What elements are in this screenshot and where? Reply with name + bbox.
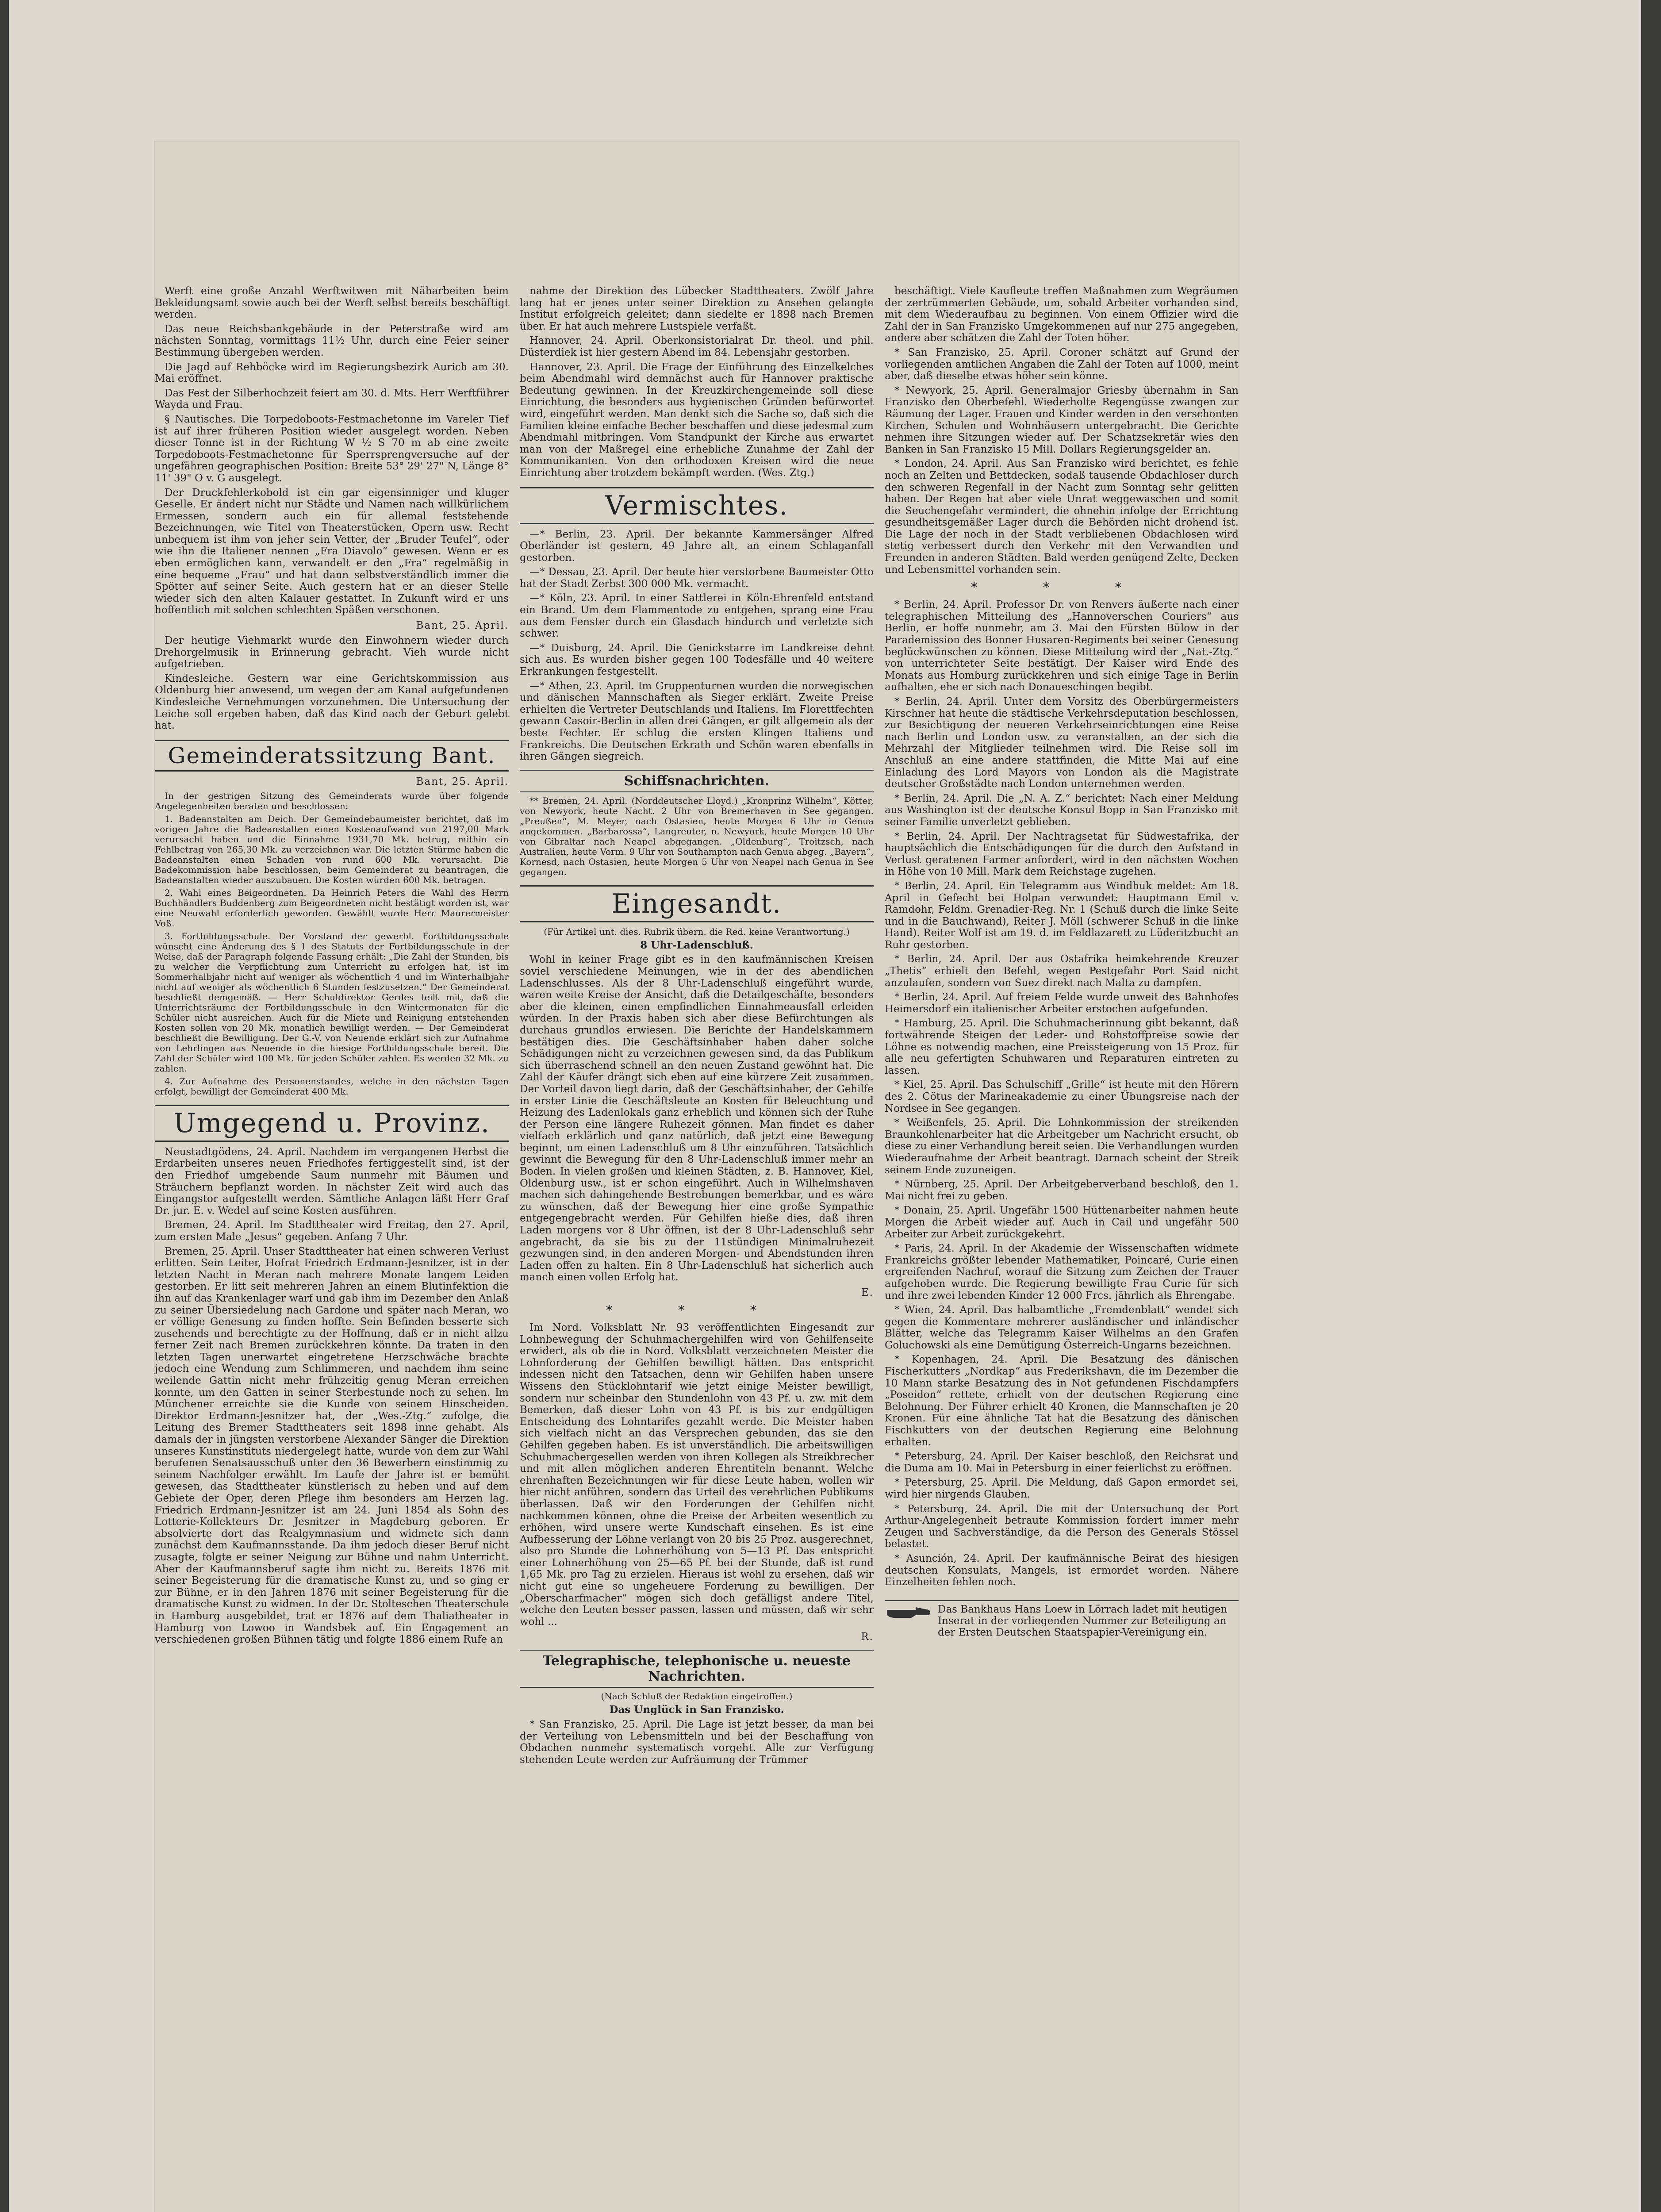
paragraph: * Berlin, 24. April. Ein Telegramm aus Windhuk meldet: Am 18. April in Gefecht bei Holpan verwundet: Hauptmann Emil v. Ramdohr, Feldm. Grenadier-Reg. Nr. 1 (Schuß durch die linke Seite und in die Bauchwand), Reiter J. Möll (schwerer Schuß in die linke Hand). Reiter Wolf ist am 19. d. im Feldlazarett zu Lüderitzbucht an Ruhr gestorben. — [885, 880, 1239, 951]
paragraph: Hannover, 24. April. Oberkonsistorialrat Dr. theol. und phil. Düsterdiek ist hier gestern Abend im 84. Lebensjahr gestorben. — [520, 335, 874, 358]
paragraph: Der heutige Viehmarkt wurde den Einwohnern wieder durch Drehorgelmusik in Erinnerung gebracht. Vieh wurde nicht aufgetrieben. — [155, 635, 509, 670]
section-heading: Gemeinderatssitzung Bant. — [155, 740, 509, 772]
signature: R. — [861, 1631, 874, 1643]
paragraph: —* Köln, 23. April. In einer Sattlerei in Köln-Ehrenfeld entstand ein Brand. Um dem Flammentode zu entgehen, sprang eine Frau aus dem Fenster durch ein Glasdach hindurch und verletzte sich schwer. — [520, 592, 874, 640]
paragraph: beschäftigt. Viele Kaufleute treffen Maßnahmen zum Wegräumen der zertrümmerten Gebäude, um, sobald Arbeiter vorhanden sind, mit dem Wiederaufbau zu beginnen. Von einem Offizier wird die Zahl der in San Franzisko Umgekommenen auf nur 275 angegeben, andere aber schätzen die Zahl der Toten höher. — [885, 285, 1239, 344]
column-2 — [520, 285, 874, 1768]
paragraph: Neustadtgödens, 24. April. Nachdem im vergangenen Herbst die Erdarbeiten unseres neuen Friedhofes fertiggestellt sind, ist der den Friedhof umgebende Saum nunmehr mit Bäumen und Sträuchern bepflanzt worden. In nächster Zeit wird auch das Eingangstor aufgestellt werden. Sämtliche Anlagen läßt Herr Graf Dr. jur. E. v. Wedel auf seine Kosten ausführen. — [155, 1146, 509, 1217]
paragraph: * Berlin, 24. April. Die „N. A. Z.“ berichtet: Nach einer Meldung aus Washington ist der deutsche Konsul Bopp in San Franzisko mit seiner Familie unverletzt geblieben. — [885, 792, 1239, 828]
paragraph: 2. Wahl eines Beigeordneten. Da Heinrich Peters die Wahl des Herrn Buchhändlers Buddenberg zum Beigeordneten nicht bestätigt worden ist, war eine Neuwahl erforderlich geworden. Gewählt wurde Herr Maurermeister Voß. — [155, 887, 509, 929]
paragraph: * San Franzisko, 25. April. Die Lage ist jetzt besser, da man bei der Verteilung von Lebensmitteln und bei der Beschaffung von Obdachen nunmehr systematisch vorgeht. Alle zur Verfügung stehenden Leute werden zur Aufräumung der Trümmer — [520, 1719, 874, 1766]
paragraph: * Nürnberg, 25. April. Der Arbeitgeberverband beschloß, den 1. Mai nicht frei zu geben. — [885, 1179, 1239, 1202]
paragraph: Das neue Reichsbankgebäude in der Peterstraße wird am nächsten Sonntag, vormittags 11½ Uhr, durch eine Feier seiner Bestimmung übergeben werden. — [155, 323, 509, 358]
section-heading: Eingesandt. — [520, 885, 874, 922]
paragraph: nahme der Direktion des Lübecker Stadttheaters. Zwölf Jahre lang hat er jenes unter seiner Direktion zu Ansehen gelangte Institut erfolgreich geleitet; dann siedelte er 1898 nach Bremen über. Er hat auch mehrere Lustspiele verfaßt. — [520, 285, 874, 332]
section-heading: Umgegend u. Provinz. — [155, 1105, 509, 1142]
section-heading: Telegraphische, telephonische u. neueste Nachrichten. — [520, 1650, 874, 1688]
paragraph: * Asunción, 24. April. Der kaufmännische Beirat des hiesigen deutschen Konsulats, Mangels, ist ermordet worden. Nähere Einzelheiten fehlen noch. — [885, 1552, 1239, 1588]
subheading: 8 Uhr-Ladenschluß. — [640, 939, 753, 951]
paragraph: * Berlin, 24. April. Auf freiem Felde wurde unweit des Bahnhofes Heimersdorf ein italienischer Arbeiter erstochen aufgefunden. — [885, 991, 1239, 1015]
column-3 — [885, 285, 1239, 1638]
paragraph: ** Bremen, 24. April. (Norddeutscher Lloyd.) „Kronprinz Wilhelm“, Kötter, von Newyork, heute Nacht. 2 Uhr von Bremerhaven in See gegangen. „Preußen“, M. Meyer, nach Ostasien, heute Morgen 6 Uhr in Genua angekommen. „Barbarossa“, Langreuter, n. Newyork, heute Morgen 10 Uhr von Gibraltar nach Neapel abgegangen. „Oldenburg“, Troitzsch, nach Australien, heute Vorm. 9 Uhr von Southampton nach Genua abgeg. „Bayern“, Kornesd, nach Ostasien, heute Morgen 5 Uhr von Neapel nach Genua in See gegangen. — [520, 795, 874, 877]
paragraph: * London, 24. April. Aus San Franzisko wird berichtet, es fehle noch an Zelten und Bettdecken, sodaß tausende Obdachloser durch den schweren Regenfall in der Nacht zum Sonntag sehr gelitten haben. Der Regen hat aber viele Unrat weggewaschen und somit die Seuchengefahr vermindert, die ohnehin infolge der Errichtung gesundheitsgemäßer Lager durch die Behörden nicht drohend ist. Die Lage der noch in der Stadt verbliebenen Obdachlosen wird stetig verbessert durch den Verkehr mit den Verwandten und Freunden in anderen Städten. Bald werden genügend Zelte, Decken und Lebensmittel vorhanden sein. — [885, 458, 1239, 576]
paragraph: * Newyork, 25. April. Generalmajor Griesby übernahm in San Franzisko den Oberbefehl. Wiederholte Regengüsse zwangen zur Räumung der Lager. Frauen und Kinder werden in den verschonten Kirchen, Schulen und Wohnhäusern untergebracht. Die Gerichte nehmen ihre Sitzungen wieder auf. Der Schatzsekretär wies den Banken in San Franzisko 15 Mill. Dollars Regierungsgelder an. — [885, 384, 1239, 455]
paragraph: * Berlin, 24. April. Unter dem Vorsitz des Oberbürgermeisters Kirschner hat heute die städtische Verkehrsdeputation beschlossen, zur Besichtigung der neueren Verkehrseinrichtungen eine Reise nach Berlin und London usw. zu veranstalten, an der sich die Mehrzahl der Mitglieder teilnehmen wird. Die Reise soll im Anschluß an eine andere stattfinden, die Mitte Mai auf eine Einladung des Lord Mayors von London als die Magistrate deutscher Großstädte nach London unternehmen werden. — [885, 696, 1239, 790]
section-heading: Vermischtes. — [520, 487, 874, 524]
paragraph: * Berlin, 24. April. Der aus Ostafrika heimkehrende Kreuzer „Thetis“ erhielt den Befehl, wegen Pestgefahr Port Said nicht anzulaufen, sondern von Suez direkt nach Malta zu dampfen. — [885, 953, 1239, 989]
paragraph: § Nautisches. Die Torpedoboots-Festmachetonne im Vareler Tief ist auf ihrer früheren Position wieder ausgelegt worden. Neben dieser Tonne ist in der Richtung W ½ S 70 m ab eine zweite Torpedoboots-Festmachetonne für Sperrsprengversuche auf der ungefähren geographischen Position: Breite 53° 29' 27" N, Länge 8° 11' 39" O v. G ausgelegt. — [155, 413, 509, 484]
paragraph: 3. Fortbildungsschule. Der Vorstand der gewerbl. Fortbildungsschule wünscht eine Änderung des § 1 des Statuts der Fortbildungsschule in der Weise, daß der Paragraph folgende Fassung erhält: „Die Zahl der Stunden, bis zu welcher die Verpflichtung zum Unterricht zu erfolgen hat, ist im Sommerhalbjahr nicht auf weniger als wöchentlich 4 und im Winterhalbjahr nicht auf weniger als wöchentlich 6 Stunden festzusetzen.“ Der Gemeinderat beschließt demgemäß. — Herr Schuldirektor Gerdes teilt mit, daß die Unterrichtsräume der Fortbildungsschule in den Wintermonaten für die Schüler nicht ausreichen. Auch für die Miete und Reinigung entstehenden Kosten sollen von 20 Mk. monatlich bewilligt werden. — Der Gemeinderat beschließt die Bewilligung. Der G.-V. von Neuende erklärt sich zur Aufnahme von Lehrlingen aus Neuende in die hiesige Fortbildungsschule bereit. Die Zahl der Schüler wird 100 Mk. für jeden Schüler zahlen. Es werden 32 Mk. zu zahlen. — [155, 930, 509, 1074]
paragraph: * Petersburg, 25. April. Die Meldung, daß Gapon ermordet sei, wird hier nirgends Glauben. — [885, 1477, 1239, 1500]
paragraph: * Donain, 25. April. Ungefähr 1500 Hüttenarbeiter nahmen heute Morgen die Arbeit wieder auf. Auch in Cail und ungefähr 500 Arbeiter zur Arbeit zurückgekehrt. — [885, 1205, 1239, 1240]
paragraph: Im Nord. Volksblatt Nr. 93 veröffentlichten Eingesandt zur Lohnbewegung der Schuhmachergehilfen wird von Gehilfenseite erwidert, als ob die in Nord. Volksblatt verzeichneten Meister die Lohnforderung der Gehilfen bewilligt hätten. Das entspricht indessen nicht den Tatsachen, denn wir Gehilfen haben unsere Wissens den Stücklohntarif wie jetzt einige Meister bewilligt, sondern nur scheinbar den Stundenlohn von 43 Pf. u. zw. mit dem Bemerken, daß dieser Lohn von 43 Pf. is bis zur endgültigen Entscheidung des Lohntarifes gezahlt werde. Die Meister haben sich vielfach nicht an das Versprechen gebunden, das sie den Gehilfen gegeben haben. Es ist unverständlich. Die arbeitswilligen Schuhmachergesellen werden von ihren Kollegen als Streikbrecher und mit allen möglichen anderen Ehrentiteln benannt. Welche ehrenhaften Bezeichnungen wir für diese Leute haben, wollen wir hier nicht anführen, sondern das Urteil des verehrlichen Publikums überlassen. Daß wir den Forderungen der Gehilfen nicht nachkommen können, ohne die Preise der Arbeiten wesentlich zu erhöhen, wird unsere werte Kundschaft einsehen. Es ist eine Aufbesserung der Löhne verlangt von 20 bis 25 Proz. ausgerechnet, also pro Stunde die Lohnerhöhung von 5—13 Pf. Das entspricht einer Lohnerhöhung von 25—65 Pf. bei der Stunde, daß ist rund 1,65 Mk. pro Tag zu erzielen. Hieraus ist wohl zu ersehen, daß wir nicht gut eine so ungeheuere Forderung zu bewilligen. Der „Oberscharfmacher“ mögen sich doch gefälligst andere Titel, welche den Leuten besser passen, lassen und müssen, daß wir sehr wohl ... — [520, 1322, 874, 1628]
paragraph: —* Duisburg, 24. April. Die Genickstarre im Landkreise dehnt sich aus. Es wurden bisher gegen 100 Todesfälle und 40 weitere Erkrankungen festgestellt. — [520, 642, 874, 678]
divider-stars: * * * — [971, 580, 1152, 595]
paragraph: Der Druckfehlerkobold ist ein gar eigensinniger und kluger Geselle. Er ändert nicht nur Städte und Namen nach willkürlichem Ermessen, sondern auch ein für allemal feststehende Bezeichnungen, wie Titel von Theaterstücken, Opern usw. Recht unbequem ist ihm von jeher sein Vetter, der „Bruder Teufel“, oder wie ihn die Italiener nennen „Fra Diavolo“ gewesen. Wenn er es eben ermöglichen kann, verwandelt er den „Fra“ regelmäßig in eine bequeme „Frau“ und hat dann selbstverständlich immer die Spötter auf seiner Seite. Auch gestern hat er an dieser Stelle wieder sich den alten Kalauer gestattet. In Zukunft wird er uns hoffentlich mit solchen schlechten Späßen verschonen. — [155, 487, 509, 616]
paragraph: * Hamburg, 25. April. Die Schuhmacherinnung gibt bekannt, daß fortwährende Steigen der Leder- und Rohstoffpreise sowie der Löhne es notwendig machen, eine Preissteigerung von 15 Proz. für alle neu gefertigten Schuhwaren und Reparaturen eintreten zu lassen. — [885, 1018, 1239, 1076]
advertisement-text: Das Bankhaus Hans Loew in Lörrach ladet mit heutigen Inserat in der vorliegenden Nummer zur Beteiligung an der Ersten Deutschen Staatspapier-Vereinigung ein. — [938, 1603, 1228, 1638]
paragraph: * Paris, 24. April. In der Akademie der Wissenschaften widmete Frankreichs größter lebender Mathematiker, Poincaré, Curie einen ergreifenden Nachruf, worauf die Sitzung zum Zeichen der Trauer aufgehoben wurde. Die Regierung bewilligte Frau Curie für sich und ihre zwei lebenden Kinder 12 000 Frcs. jährlich als Ehrengabe. — [885, 1243, 1239, 1302]
subheading: Das Unglück in San Franzisko. — [609, 1704, 784, 1716]
paragraph: Bremen, 25. April. Unser Stadttheater hat einen schweren Verlust erlitten. Sein Leiter, Hofrat Friedrich Erdmann-Jesnitzer, ist in der letzten Nacht in Meran nach mehrere Monate langem Leiden gestorben. Er litt seit mehreren Jahren an einem Blutinfektion die ihn auf das Krankenlager warf und gab ihm im Dezember den Anlaß zu seiner Übersiedelung nach Gardone und später nach Meran, wo er völlige Genesung zu finden hoffte. Sein Befinden besserte sich zusehends und berechtigte zu der Hoffnung, daß er in nicht allzu ferner Zeit nach Bremen zurückkehren könnte. Da traten in den letzten Tagen unerwartet eingetretene Herzschwäche brachte jedoch eine Wendung zum Schlimmeren, und nachdem ihm seine weilende Gattin nicht mehr frühzeitig genug Meran erreichen konnte, um den Gatten in seiner Sterbestunde noch zu sehen. Im Münchener erreichte sie die Kunde von seinem Hinscheiden. Direktor Erdmann-Jesnitzer hat, der „Wes.-Ztg.“ zufolge, die Leitung des Bremer Stadttheaters seit 1898 inne gehabt. Als damals der in jüngsten verstorbene Alexander Sänger die Direktion unseres Kunstinstituts niedergelegt hatte, wurde von dem zur Wahl berufenen Senatsausschuß unter den 36 Bewerbern einstimmig zu seinem Nachfolger erwählt. Im Laufe der Jahre ist er bemüht gewesen, das Stadttheater künstlerisch zu heben und auf dem Gebiete der Oper, deren Pflege ihm besonders am Herzen lag. Friedrich Erdmann-Jesnitzer ist am 24. Juni 1854 als Sohn des Lotterie-Kollekteurs Dr. Jesnitzer in Magdeburg geboren. Er absolvierte dort das Realgymnasium und widmete sich dann zunächst dem Kaufmannsstande. Da ihm jedoch dieser Beruf nicht zusagte, folgte er seiner Neigung zur Bühne und nahm Unterricht. Aber der Kaufmannsberuf sagte ihm nicht zu. Bereits 1876 mit seiner Begeisterung für die dramatische Kunst zu, und so ging er zur Bühne, er in den Jahren 1876 mit seiner Begeisterung für die dramatische Kunst zu widmen. In der Dr. Stolteschen Theaterschule in Hamburg ausgebildet, trat er 1876 auf dem Thaliatheater in Hamburg von Lowoo in Wandsbek auf. Ein Engagement an verschiedenen großen Bühnen tätig und folgte 1886 einem Rufe an — [155, 1245, 509, 1646]
paragraph: * Petersburg, 24. April. Die mit der Untersuchung der Port Arthur-Angelegenheit betraute Kommission fordert immer mehr Zeugen und Sachverständige, da die Person des Generals Stössel belastet. — [885, 1503, 1239, 1550]
paragraph: In der gestrigen Sitzung des Gemeinderats wurde über folgende Angelegenheiten beraten und beschlossen: — [155, 790, 509, 811]
paragraph: Hannover, 23. April. Die Frage der Einführung des Einzelkelches beim Abendmahl wird demnächst auch für Hannover praktische Bedeutung gewinnen. In der Kreuzkirchengemeinde soll diese Einrichtung, die besonders aus hygienischen Gründen befürwortet wird, eingeführt werden. Man denkt sich die Sache so, daß sich die Familien kleine einfache Becher beschaffen und diese jedesmal zum Abendmahl mitbringen. Vom Standpunkt der Kirche aus erwartet man von der Maßregel eine erhebliche Zunahme der Zahl der Kommunikanten. Von den orthodoxen Kreisen wird die neue Einrichtung aber trotzdem bekämpft werden. (Wes. Ztg.) — [520, 361, 874, 479]
dateline: Bant, 25. April. — [416, 620, 509, 632]
paragraph: —* Athen, 23. April. Im Gruppenturnen wurden die norwegischen und dänischen Mannschaften als Sieger erklärt. Zweite Preise erhielten die Vertreter Deutschlands und Italiens. Im Florettfechten gewann Casoir-Berlin in allen drei Gängen, er gilt allgemein als der beste Fechter. Er schlug die ersten Klingen Italiens und Frankreichs. Die Deutschen Erkrath und Schön waren ebenfalls in ihren Gängen siegreich. — [520, 680, 874, 763]
paragraph: 4. Zur Aufnahme des Personenstandes, welche in den nächsten Tagen erfolgt, bewilligt der Gemeinderat 400 Mk. — [155, 1075, 509, 1097]
dateline: Bant, 25. April. — [416, 776, 509, 787]
paragraph: 1. Badeanstalten am Deich. Der Gemeindebaumeister berichtet, daß im vorigen Jahre die Badeanstalten einen Kostenaufwand von 2197,00 Mark verursacht haben und die Einnahme 1931,70 Mk. betrug, mithin ein Fehlbetrag von 265,30 Mk. zu verzeichnen war. Die letzten Stürme haben die Badeanstalten einen Schaden von rund 600 Mk. verursacht. Die Badekommission habe beschlossen, beim Gemeinderat zu beantragen, die Badeanstalten wieder auszubauen. Die Kosten würden 600 Mk. betragen. — [155, 813, 509, 885]
scan-background — [9, 0, 1641, 2212]
paragraph: Das Fest der Silberhochzeit feiert am 30. d. Mts. Herr Werftführer Wayda und Frau. — [155, 387, 509, 411]
paragraph: —* Berlin, 23. April. Der bekannte Kammersänger Alfred Oberländer ist gestern, 49 Jahre alt, an einem Schlaganfall gestorben. — [520, 528, 874, 564]
paragraph: Die Jagd auf Rehböcke wird im Regierungsbezirk Aurich am 30. Mai eröffnet. — [155, 361, 509, 385]
paragraph: * San Franzisko, 25. April. Coroner schätzt auf Grund der vorliegenden amtlichen Angaben die Zahl der Toten auf 1000, meint aber, daß dieselbe etwas höher sein könne. — [885, 346, 1239, 382]
paragraph: * Weißenfels, 25. April. Die Lohnkommission der streikenden Braunkohlenarbeiter hat die Arbeitgeber um Nachricht ersucht, ob diese zu einer Verhandlung bereit seien. Die Verhandlungen wurden Wiederaufnahme der Arbeit beantragt. Darnach scheint der Streik seinem Ende zuzuneigen. — [885, 1117, 1239, 1176]
paragraph: * Wien, 24. April. Das halbamtliche „Fremdenblatt“ wendet sich gegen die Kommentare mehrerer ausländischer und inländischer Blätter, welche das Telegramm Kaiser Wilhelms an den Grafen Goluchowski als eine Demütigung Österreich-Ungarns bezeichnen. — [885, 1304, 1239, 1351]
paragraph: * Petersburg, 24. April. Der Kaiser beschloß, den Reichsrat und die Duma am 10. Mai in Petersburg in einer feierlichst zu eröffnen. — [885, 1451, 1239, 1474]
paragraph: (Nach Schluß der Redaktion eingetroffen.) — [601, 1691, 793, 1702]
newspaper-page — [155, 142, 1239, 2212]
paragraph: * Berlin, 24. April. Der Nachtragsetat für Südwestafrika, der hauptsächlich die Entschädigungen für die durch den Aufstand in Verlust geratenen Farmer anfordert, wird in den nächsten Wochen in Höhe von 10 Mill. Mark dem Reichstage zugehen. — [885, 830, 1239, 878]
advertisement-notice — [885, 1600, 1239, 1638]
paragraph: (Für Artikel unt. dies. Rubrik übern. die Red. keine Verantwortung.) — [544, 926, 850, 937]
section-heading: Schiffsnachrichten. — [520, 770, 874, 792]
paragraph: Wohl in keiner Frage gibt es in den kaufmännischen Kreisen soviel verschiedene Meinungen, wie in der des abendlichen Ladenschlusses. Als der 8 Uhr-Ladenschluß eingeführt wurde, waren weite Kreise der Ansicht, daß die Detailgeschäfte, besonders aber die kleinen, einen empfindlichen Einnahmeausfall erleiden würden. In der Praxis haben sich aber diese Befürchtungen als durchaus grundlos erwiesen. Die Berichte der Handelskammern bestätigen dies. Die Geschäftsinhaber haben daher solche Schädigungen nicht zu verzeichnen gewesen sind, da das Publikum sich überraschend schnell an den neuen Zustand gewöhnt hat. Die Zahl der Käufer drängt sich eben auf eine kürzere Zeit zusammen. Der Vorteil davon liegt darin, daß der Geschäftsinhaber, der Gehilfe in erster Linie die Geschäftsleute an Kosten für Beleuchtung und Heizung des Ladenlokals ganz erheblich und können sich der Ruhe der Person eine längere Ruhezeit gönnen. Man findet es daher vielfach erklärlich und ganz natürlich, daß jetzt eine Bewegung beginnt, um einen Ladenschluß um 8 Uhr einzuführen. Tatsächlich gewinnt die Bewegung für den 8 Uhr-Ladenschluß immer mehr an Boden. In vielen großen und kleinen Städten, z. B. Hannover, Kiel, Oldenburg usw., ist er schon eingeführt. Auch in Wilhelmshaven machen sich dahingehende Bestrebungen bemerkbar, und es wäre zu wünschen, daß der Bewegung hier eine große Sympathie entgegengebracht werden. Für Gehilfen hieße dies, daß ihren Laden morgens vor 8 Uhr öffnen, ist der 8 Uhr-Ladenschluß sehr angebracht, da sie bis zu der 11stündigen Minimalruhezeit gezwungen sind, in den anderen Morgen- und Abendstunden ihren Laden offen zu halten. Ein 8 Uhr-Ladenschluß hat sicherlich auch manch einen vollen Erfolg hat. — [520, 954, 874, 1283]
paragraph: —* Dessau, 23. April. Der heute hier verstorbene Baumeister Otto hat der Stadt Zerbst 300 000 Mk. vermacht. — [520, 566, 874, 590]
column-1 — [155, 285, 509, 1648]
paragraph: * Kiel, 25. April. Das Schulschiff „Grille“ ist heute mit den Hörern des 2. Cötus der Marineakademie zu einer Übungsreise nach der Nordsee in See gegangen. — [885, 1079, 1239, 1114]
paragraph: * Kopenhagen, 24. April. Die Besatzung des dänischen Fischerkutters „Nordkap“ aus Frederikshavn, die im Dezember die 10 Mann starke Besatzung des in Not gefundenen Fischdampfers „Poseidon“ rettete, erhielt von der deutschen Regierung eine Belohnung. Der Führer erhielt 40 Kronen, die Mannschaften je 20 Kronen. Für eine ähnliche Tat hat die Besatzung des dänischen Fischkutters von der deutschen Regierung eine Belohnung erhalten. — [885, 1354, 1239, 1448]
divider-stars: * * * — [606, 1303, 787, 1317]
paragraph: Werft eine große Anzahl Werftwitwen mit Näharbeiten beim Bekleidungsamt sowie auch bei der Werft selbst bereits beschäftigt werden. — [155, 285, 509, 321]
pointing-hand-icon — [885, 1604, 933, 1621]
signature: E. — [861, 1287, 874, 1298]
paragraph: Kindesleiche. Gestern war eine Gerichtskommission aus Oldenburg hier anwesend, um wegen der am Kanal aufgefundenen Kindesleiche Vernehmungen vorzunehmen. Die Untersuchung der Leiche soll ergeben haben, daß das Kind nach der Geburt gelebt hat. — [155, 672, 509, 732]
paragraph: Bremen, 24. April. Im Stadttheater wird Freitag, den 27. April, zum ersten Male „Jesus“ gegeben. Anfang 7 Uhr. — [155, 1219, 509, 1243]
paragraph: * Berlin, 24. April. Professor Dr. von Renvers äußerte nach einer telegraphischen Mitteilung des „Hannoverschen Couriers“ aus Berlin, er hoffe nunmehr, am 3. Mai den Fürsten Bülow in der Parademission des Bonner Husaren-Regiments bei seiner Genesung beglückwünschen zu können. Diese Mitteilung wird der „Nat.-Ztg.“ von unterrichteter Seite bestätigt. Der Kaiser wird Ende des Monats aus Homburg zurückkehren und sich einige Tage in Berlin aufhalten, ehe er sich nach Donaueschingen begibt. — [885, 599, 1239, 693]
